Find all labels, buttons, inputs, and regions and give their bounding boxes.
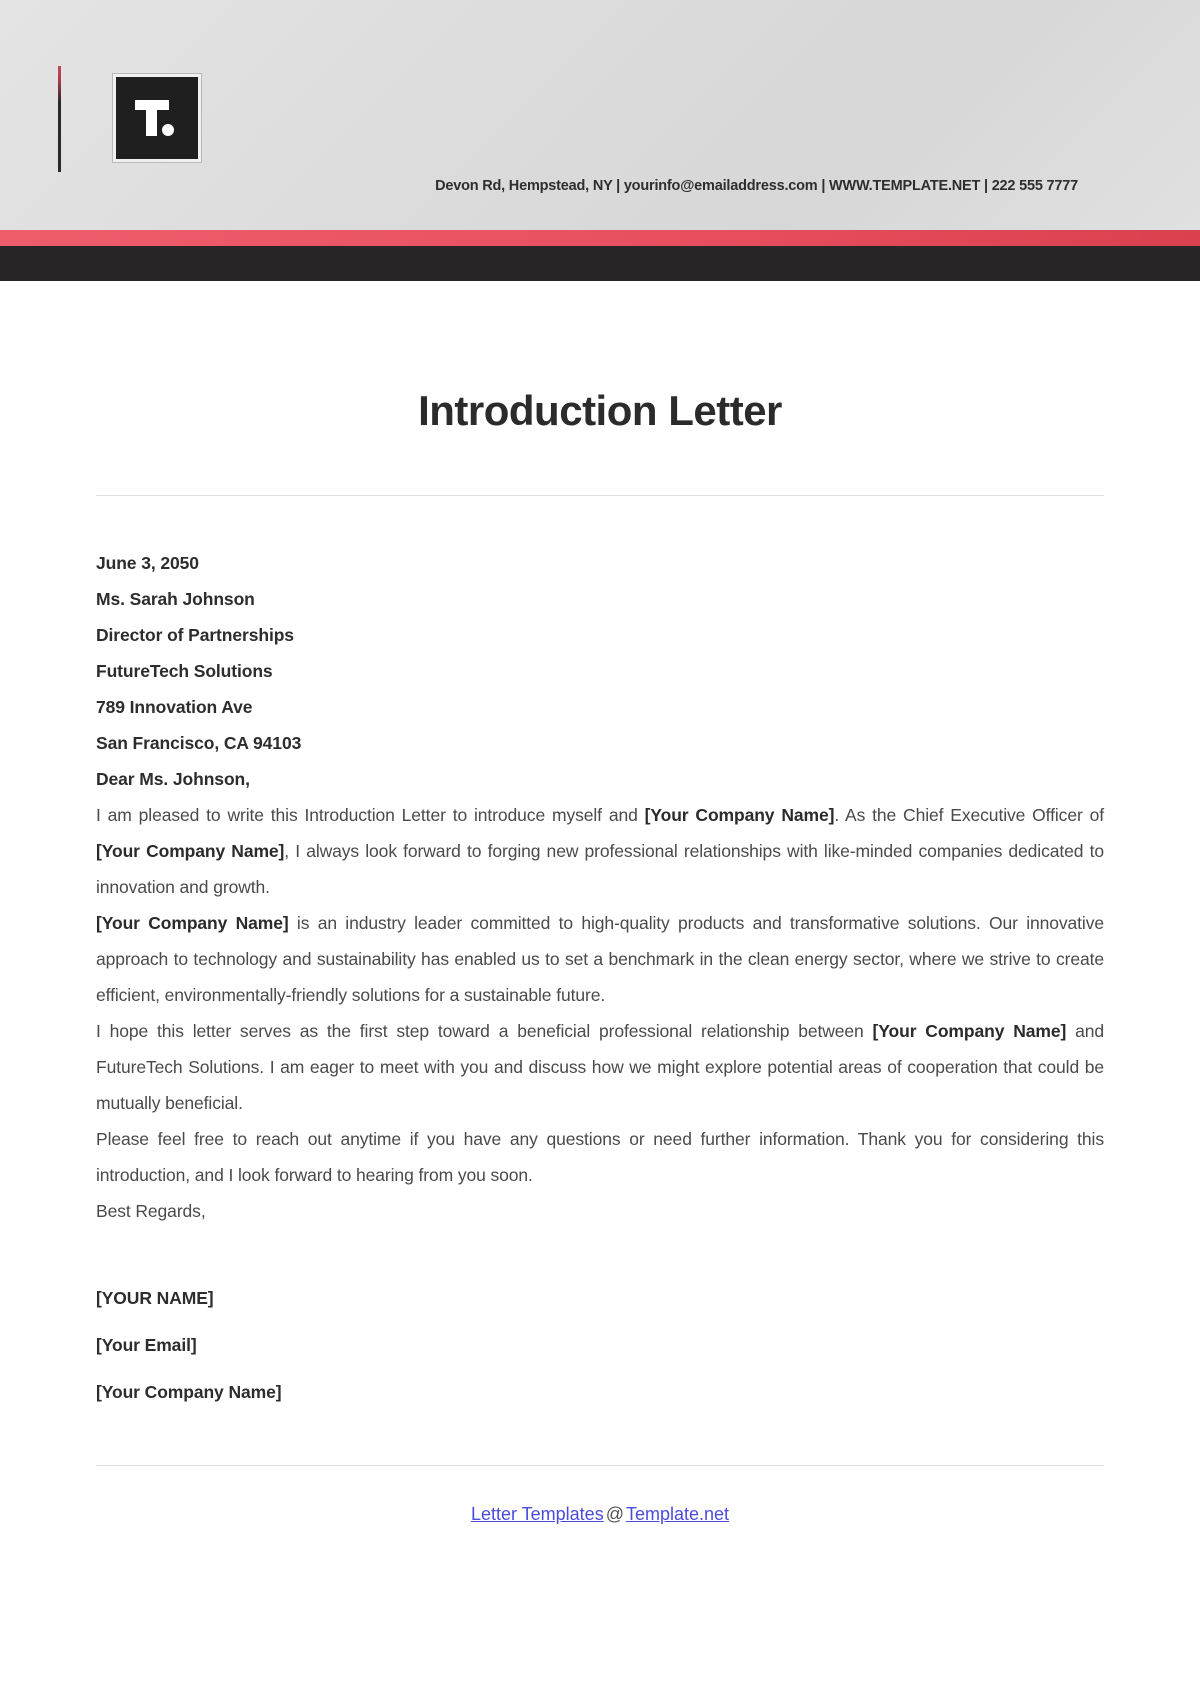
signature-block (96, 1275, 1104, 1416)
paragraph-text: . As the Chief Executive Officer of (834, 805, 1104, 825)
paragraph-text: I am pleased to write this Introduction Letter to introduce myself and (96, 805, 645, 825)
address-line: FutureTech Solutions (96, 661, 273, 681)
letter-content (96, 545, 1104, 1416)
letter-paragraph (96, 797, 1104, 905)
placeholder-token: [Your Company Name] (96, 913, 289, 933)
header-contact-line: Devon Rd, Hempstead, NY | yourinfo@emailaddress.com | WWW.TEMPLATE.NET | 222 555 7777 (435, 178, 1078, 194)
letter-paragraph (96, 1013, 1104, 1121)
logo-dot (162, 124, 174, 136)
signature-line: [Your Email] (96, 1335, 197, 1355)
letter-templates-link[interactable]: Letter Templates (470, 1504, 604, 1524)
document-body (0, 387, 1200, 1416)
placeholder-token: [Your Company Name] (644, 805, 835, 825)
paragraph-text: I hope this letter serves as the first step toward a beneficial professional relationship between (96, 1021, 873, 1041)
paragraph-text: is an industry leader committed to high-quality products and transformative solutions. Our innovative approach to technology and sustainability has enabled us to set a benchmark in the clean energy sector, where we strive to create efficient, environmentally-friendly solutions for a sustainable future. (96, 913, 1104, 1005)
logo-t-mark-icon (133, 96, 181, 140)
paragraph-text: , I always look forward to forging new professional relationships with like-minded companies dedicated to innovation and growth. (96, 841, 1104, 897)
signature-line: [YOUR NAME] (96, 1288, 214, 1308)
paragraph-text: Please feel free to reach out anytime if you have any questions or need further information. Thank you for considering this introduction, and I look forward to hearing from you soon. (96, 1129, 1104, 1185)
footer-credit (0, 1504, 1200, 1525)
footer-separator: @ (605, 1504, 624, 1524)
signature-line: [Your Company Name] (96, 1382, 282, 1402)
letter-paragraphs (96, 797, 1104, 1229)
page-title: Introduction Letter (418, 387, 782, 434)
accent-vertical-line-icon (58, 66, 61, 172)
address-line: Dear Ms. Johnson, (96, 769, 250, 789)
address-line: 789 Innovation Ave (96, 697, 253, 717)
address-line: Director of Partnerships (96, 625, 294, 645)
letter-paragraph (96, 1121, 1104, 1193)
header-red-stripe (0, 230, 1200, 246)
paragraph-text: Best Regards, (96, 1201, 206, 1221)
recipient-address-block (96, 545, 1104, 797)
address-line: San Francisco, CA 94103 (96, 733, 302, 753)
signature-spacer (96, 1229, 1104, 1275)
address-line: Ms. Sarah Johnson (96, 589, 255, 609)
title-divider (96, 495, 1104, 496)
logo-t-stem (146, 100, 157, 136)
company-logo (113, 74, 201, 162)
letter-paragraph (96, 905, 1104, 1013)
header-dark-stripe (0, 246, 1200, 281)
placeholder-token: [Your Company Name] (96, 841, 285, 861)
paragraph-text: and FutureTech Solutions. I am eager to meet with you and discuss how we might explore potential areas of cooperation that could be mutually beneficial. (96, 1021, 1104, 1113)
template-net-link[interactable]: Template.net (625, 1504, 730, 1524)
letter-paragraph (96, 1193, 1104, 1229)
address-line: June 3, 2050 (96, 553, 199, 573)
letterhead-header (0, 0, 1200, 230)
footer-divider (96, 1465, 1104, 1466)
placeholder-token: [Your Company Name] (872, 1021, 1067, 1041)
